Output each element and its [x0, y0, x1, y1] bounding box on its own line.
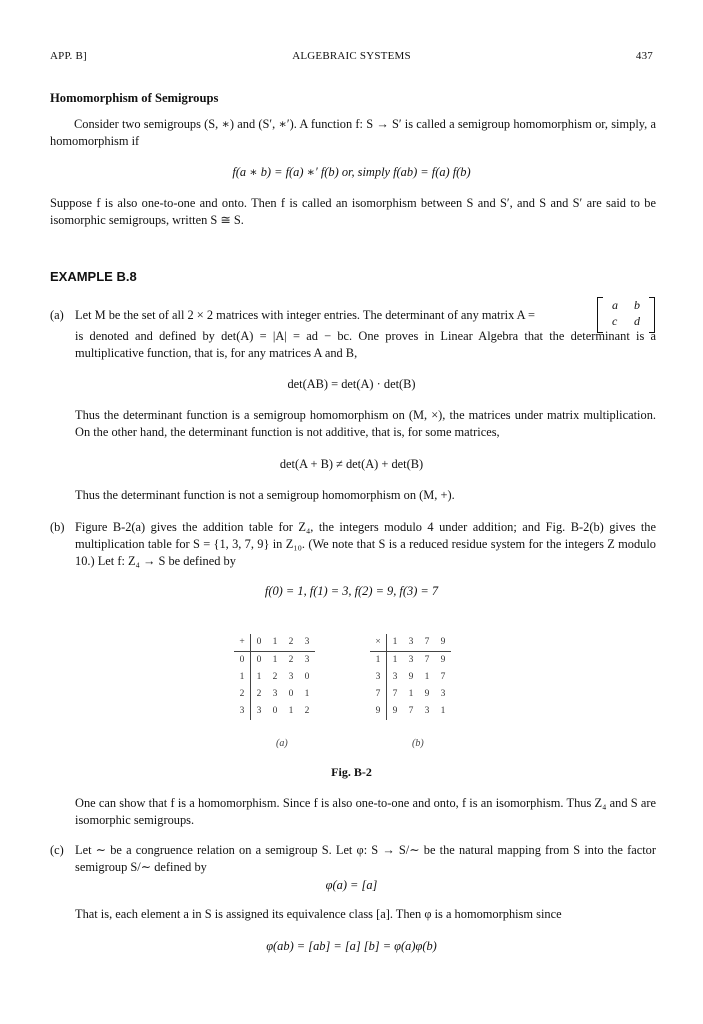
item-c-text-2: That is, each element a in S is assigned its equivalence class [a]. Then φ is a homomorphism since: [75, 907, 562, 921]
table-header-row: [370, 634, 451, 652]
example-title: EXAMPLE B.8: [50, 269, 137, 284]
section-title: Homomorphism of Semigroups: [50, 91, 219, 105]
table-row: [370, 652, 451, 670]
table-cell: 1: [272, 655, 278, 665]
table-col-header: 3: [299, 634, 315, 652]
item-a-text-2: is denoted and defined by det(A) = |A| = ad − bc. One proves in Linear Algebra that the determinant is a multiplicative function, that is, for any matrices A and B,: [75, 329, 656, 360]
figure-caption: Fig. B-2: [331, 765, 372, 779]
table-cell: 3: [424, 706, 430, 716]
matrix-entry: b: [634, 298, 640, 312]
table-operator: +: [234, 634, 251, 652]
table-cell: 7: [392, 689, 398, 699]
table-col-header: 2: [283, 634, 299, 652]
table-cell: 3: [272, 689, 278, 699]
table-cell: 1: [392, 655, 398, 665]
table-cell: 9: [424, 689, 430, 699]
table-col-header: 0: [251, 634, 268, 652]
equation-f-definition: f(0) = 1, f(1) = 3, f(2) = 9, f(3) = 7: [264, 584, 439, 598]
table-row-header: 3: [370, 669, 387, 686]
table-row-header: 1: [234, 669, 251, 686]
item-a-text-4: Thus the determinant function is not a semigroup homomorphism on (M, +).: [75, 488, 455, 502]
running-header-title: ALGEBRAIC SYSTEMS: [292, 50, 411, 62]
table-col-header: 3: [403, 634, 419, 652]
page-number: 437: [635, 50, 653, 62]
table-cell: 1: [408, 689, 414, 699]
table-cell: 0: [256, 655, 262, 665]
item-b-label: (b): [50, 520, 65, 534]
table-row: [370, 703, 451, 720]
table-row-header: 3: [234, 703, 251, 720]
table-cell: 7: [424, 655, 430, 665]
table-cell: 3: [408, 655, 414, 665]
table-cell: 0: [272, 706, 278, 716]
table-cell: 2: [256, 689, 262, 699]
table-cell: 3: [304, 655, 310, 665]
equation-homomorphism: f(a ∗ b) = f(a) ∗′ f(b) or, simply f(ab) = f(a) f(b): [232, 165, 471, 179]
addition-table: [234, 634, 315, 720]
matrix-A: [597, 297, 655, 331]
table-cell: 1: [440, 706, 446, 716]
table-cell: 7: [440, 672, 446, 682]
table-row-header: 7: [370, 686, 387, 703]
table-cell: 1: [424, 672, 430, 682]
paragraph-isomorphism: Suppose f is also one-to-one and onto. Then f is called an isomorphism between S and S′, and S and S′ are said to be isomorphic semigroups, written S ≅ S.: [50, 196, 656, 227]
table-header-row: [234, 634, 315, 652]
table-cell: 1: [288, 706, 294, 716]
matrix-entry: d: [634, 314, 640, 328]
table-b-caption: (b): [412, 738, 424, 749]
table-row-header: 1: [370, 652, 387, 670]
table-cell: 0: [304, 672, 310, 682]
table-col-header: 1: [267, 634, 283, 652]
table-cell: 0: [288, 689, 294, 699]
item-a-label: (a): [50, 308, 64, 322]
equation-det-product: det(AB) = det(A) · det(B): [287, 377, 416, 391]
table-row: [370, 669, 451, 686]
table-col-header: 9: [435, 634, 451, 652]
table-operator: ×: [370, 634, 387, 652]
table-cell: 9: [440, 655, 446, 665]
item-c-text-1: Let ∼ be a congruence relation on a semigroup S. Let φ: S → S/∼ be the natural mapping from S into the factor semigroup S/∼ defined by: [75, 843, 656, 874]
table-cell: 2: [304, 706, 310, 716]
table-cell: 1: [304, 689, 310, 699]
item-c-label: (c): [50, 843, 64, 857]
table-row: [234, 669, 315, 686]
table-col-header: 7: [419, 634, 435, 652]
table-cell: 7: [408, 706, 414, 716]
item-b-text-1: Figure B-2(a) gives the addition table for Z₄, the integers modulo 4 under addition; and Fig. B-2(b) gives the multiplication table for S = {1, 3, 7, 9} in Z₁₀. (We note that S is a reduced residue system for the integers Z modulo 10.) Let f: Z₄ → S be defined by: [75, 520, 656, 568]
item-a-text-3: Thus the determinant function is a semigroup homomorphism on (M, ×), the matrices under matrix multiplication. On the other hand, the determinant function is not additive, that is, for some matrices,: [75, 408, 656, 439]
table-row-header: 9: [370, 703, 387, 720]
table-cell: 3: [440, 689, 446, 699]
table-cell: 3: [392, 672, 398, 682]
table-row-header: 0: [234, 652, 251, 670]
table-cell: 2: [288, 655, 294, 665]
matrix-entry: a: [612, 298, 618, 312]
item-b-text-2: One can show that f is a homomorphism. Since f is also one-to-one and onto, f is an isomorphism. Thus Z₄ and S are isomorphic semigroups.: [75, 796, 656, 827]
multiplication-table: [370, 634, 451, 720]
table-cell: 3: [256, 706, 262, 716]
table-col-header: 1: [387, 634, 404, 652]
table-cell: 1: [256, 672, 262, 682]
table-cell: 3: [288, 672, 294, 682]
running-header-left: APP. B]: [50, 50, 87, 62]
table-row: [234, 686, 315, 703]
matrix-entry: c: [612, 314, 618, 328]
equation-phi-homomorphism: φ(ab) = [ab] = [a] [b] = φ(a)φ(b): [266, 939, 437, 953]
table-row: [370, 686, 451, 703]
equation-natural-mapping: φ(a) = [a]: [325, 878, 378, 892]
table-row-header: 2: [234, 686, 251, 703]
item-a-text-1: Let M be the set of all 2 × 2 matrices with integer entries. The determinant of any matrix A =: [75, 308, 536, 322]
table-cell: 9: [408, 672, 414, 682]
table-row: [234, 703, 315, 720]
equation-det-sum: det(A + B) ≠ det(A) + det(B): [279, 457, 424, 471]
table-cell: 2: [272, 672, 278, 682]
table-row: [234, 652, 315, 670]
table-cell: 9: [392, 706, 398, 716]
paragraph-definition: Consider two semigroups (S, ∗) and (S′, ∗′). A function f: S → S′ is called a semigroup homomorphism or, simply, a homomorphism if: [50, 117, 656, 148]
table-a-caption: (a): [276, 738, 288, 749]
